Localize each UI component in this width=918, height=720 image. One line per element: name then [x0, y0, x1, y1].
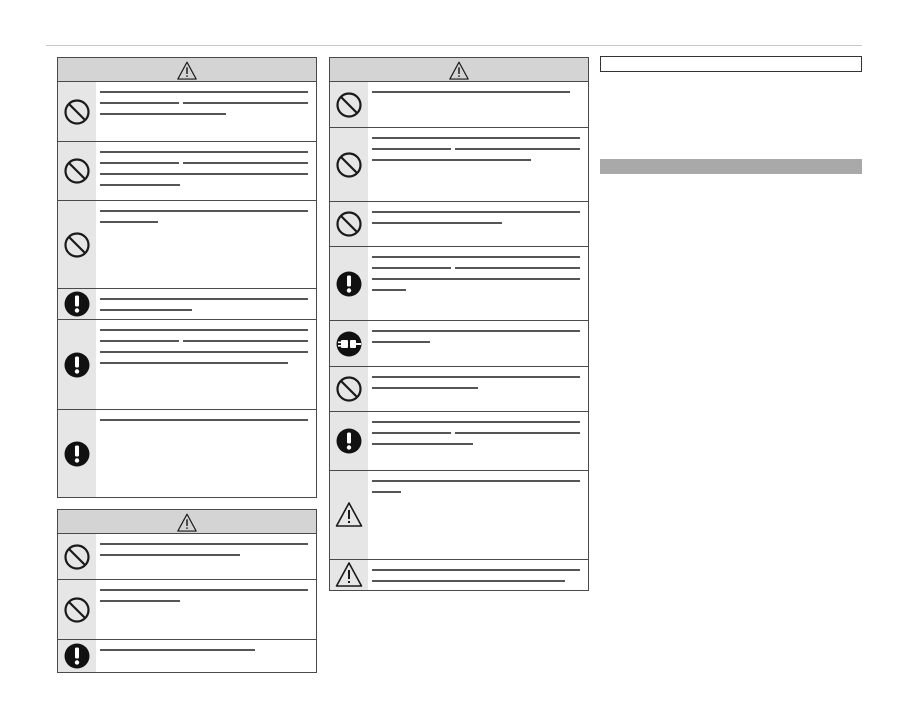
table-row	[330, 82, 588, 128]
text-cell	[368, 202, 588, 246]
icon-cell	[58, 580, 96, 639]
table-row	[58, 320, 316, 410]
text-line	[372, 222, 502, 224]
prohibited-icon	[334, 374, 364, 404]
text-line	[100, 543, 308, 545]
text-line	[372, 569, 580, 571]
top-rule	[46, 45, 862, 46]
table-header	[58, 58, 316, 82]
text-line	[372, 387, 478, 389]
prohibited-icon	[334, 150, 364, 180]
text-cell	[368, 367, 588, 411]
table-row	[330, 247, 588, 321]
unplug-icon	[334, 329, 364, 359]
text-cell	[96, 580, 316, 639]
mandatory-icon	[334, 426, 364, 456]
icon-cell	[330, 128, 368, 201]
icon-cell	[330, 321, 368, 366]
prohibited-icon	[62, 230, 92, 260]
text-line	[372, 159, 531, 161]
icon-cell	[58, 534, 96, 579]
text-line	[100, 351, 308, 353]
text-line	[100, 221, 158, 223]
warning-table-middle	[329, 57, 589, 591]
text-line	[100, 298, 308, 300]
notice-box	[600, 56, 862, 72]
text-line	[100, 184, 180, 186]
table-row	[58, 201, 316, 289]
text-line	[100, 362, 288, 364]
mandatory-icon	[62, 289, 92, 319]
warning-table-left-top	[57, 57, 317, 498]
icon-cell	[330, 367, 368, 411]
icon-cell	[58, 410, 96, 497]
text-line	[372, 267, 580, 269]
table-header	[58, 510, 316, 534]
icon-cell	[58, 82, 96, 141]
table-row	[330, 202, 588, 247]
text-line	[372, 211, 580, 213]
text-line	[100, 600, 180, 602]
icon-cell	[330, 202, 368, 246]
text-cell	[368, 247, 588, 320]
table-row	[330, 471, 588, 560]
text-line	[372, 330, 580, 332]
text-line	[372, 480, 580, 482]
table-row	[330, 367, 588, 412]
mandatory-icon	[62, 439, 92, 469]
icon-cell	[58, 142, 96, 200]
text-line	[372, 421, 580, 423]
text-line	[372, 148, 580, 150]
text-line	[100, 554, 240, 556]
text-cell	[368, 471, 588, 559]
table-row	[58, 580, 316, 640]
table-row	[58, 142, 316, 201]
caution-icon	[334, 500, 364, 530]
text-line	[372, 278, 580, 280]
text-cell	[96, 640, 316, 672]
text-line	[100, 589, 308, 591]
table-row	[58, 410, 316, 497]
icon-cell	[58, 201, 96, 288]
text-cell	[368, 321, 588, 366]
text-line	[100, 91, 308, 93]
text-line	[372, 443, 473, 445]
text-cell	[96, 201, 316, 288]
text-cell	[96, 289, 316, 319]
table-row	[330, 412, 588, 471]
prohibited-icon	[62, 156, 92, 186]
text-cell	[96, 534, 316, 579]
text-line	[372, 91, 570, 93]
mandatory-icon	[62, 641, 92, 671]
text-line	[372, 289, 406, 291]
text-line	[372, 341, 430, 343]
text-line	[100, 309, 192, 311]
table-row	[58, 640, 316, 672]
table-row	[330, 560, 588, 590]
table-row	[58, 82, 316, 142]
text-line	[100, 419, 308, 421]
text-cell	[96, 82, 316, 141]
text-line	[100, 649, 255, 651]
icon-cell	[58, 289, 96, 319]
text-line	[100, 329, 308, 331]
text-cell	[96, 320, 316, 409]
icon-cell	[330, 82, 368, 127]
icon-cell	[330, 471, 368, 559]
text-cell	[368, 82, 588, 127]
prohibited-icon	[62, 97, 92, 127]
text-cell	[368, 560, 588, 590]
prohibited-icon	[334, 209, 364, 239]
table-row	[330, 321, 588, 367]
prohibited-icon	[334, 90, 364, 120]
text-cell	[368, 128, 588, 201]
mandatory-icon	[62, 350, 92, 380]
text-line	[372, 137, 580, 139]
section-bar	[600, 159, 862, 174]
text-line	[372, 580, 565, 582]
text-line	[100, 173, 308, 175]
text-line	[100, 151, 308, 153]
table-row	[58, 534, 316, 580]
prohibited-icon	[62, 542, 92, 572]
text-line	[100, 113, 226, 115]
text-cell	[368, 412, 588, 470]
text-line	[100, 102, 308, 104]
icon-cell	[330, 247, 368, 320]
text-line	[372, 432, 580, 434]
mandatory-icon	[334, 269, 364, 299]
table-row	[330, 128, 588, 202]
text-cell	[96, 410, 316, 497]
text-line	[100, 210, 308, 212]
icon-cell	[330, 560, 368, 590]
table-row	[58, 289, 316, 320]
text-line	[372, 376, 580, 378]
text-cell	[96, 142, 316, 200]
text-line	[100, 340, 308, 342]
text-line	[100, 162, 308, 164]
table-header	[330, 58, 588, 82]
icon-cell	[330, 412, 368, 470]
prohibited-icon	[62, 595, 92, 625]
text-line	[372, 491, 401, 493]
caution-icon	[334, 560, 364, 590]
icon-cell	[58, 640, 96, 672]
warning-table-left-bottom	[57, 509, 317, 673]
icon-cell	[58, 320, 96, 409]
text-line	[372, 256, 580, 258]
